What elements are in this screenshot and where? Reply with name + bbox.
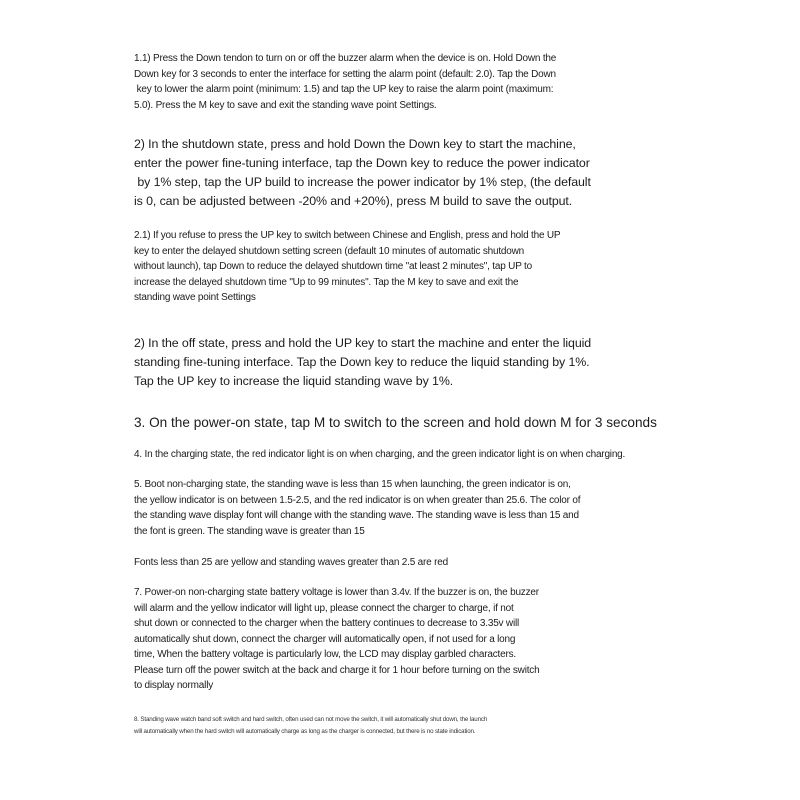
text-line: 5.0). Press the M key to save and exit the standing wave point Settings. — [134, 99, 437, 111]
text-line: 2) In the shutdown state, press and hold Down the Down key to start the machine, — [134, 137, 576, 151]
text-line: the font is green. The standing wave is greater than 15 — [134, 525, 365, 537]
text-line: 4. In the charging state, the red indicator light is on when charging, and the green indicator light is on when charging. — [134, 449, 626, 460]
text-line: will alarm and the yellow indicator will light up, please connect the charger to charge, if not — [134, 602, 514, 614]
text-line: enter the power fine-tuning interface, tap the Down key to reduce the power indicator — [134, 156, 590, 170]
text-line: 7. Power-on non-charging state battery voltage is lower than 3.4v. If the buzzer is on, the buzzer — [134, 587, 539, 598]
text-line: 2) In the off state, press and hold the UP key to start the machine and enter the liquid — [134, 336, 592, 350]
text-line: shut down or connected to the charger when the battery continues to decrease to 3.35v will — [134, 618, 520, 629]
paragraph-2-1-delayed-shutdown — [134, 228, 560, 306]
paragraph-2-liquid-standing — [134, 334, 591, 391]
paragraph-4-charging-indicator — [134, 447, 625, 463]
paragraph-8-soft-hard-switch — [134, 714, 487, 738]
paragraph-font-colors — [134, 555, 448, 571]
text-line: Tap the UP key to increase the liquid standing wave by 1%. — [134, 374, 454, 388]
text-line: without launch), tap Down to reduce the delayed shutdown time "at least 2 minutes", tap UP to — [134, 261, 532, 272]
text-line: 8. Standing wave watch band soft switch and hard switch, often used can not move the switch, it will automatically shut down, the launch — [134, 716, 488, 723]
paragraph-7-battery-voltage — [134, 585, 539, 694]
text-line: Down key for 3 seconds to enter the interface for setting the alarm point (default: 2.0). Tap the Down — [134, 68, 556, 80]
paragraph-2-power-fine-tuning — [134, 135, 591, 211]
text-line: time, When the battery voltage is particularly low, the LCD may display garbled characters. — [134, 649, 516, 660]
text-line: Please turn off the power switch at the back and charge it for 1 hour before turning on the switch — [134, 664, 540, 676]
text-line: 2.1) If you refuse to press the UP key to switch between Chinese and English, press and hold the UP — [134, 230, 561, 241]
text-line: 3. On the power-on state, tap M to switch to the screen and hold down M for 3 seconds — [134, 415, 657, 430]
text-line: the standing wave display font will change with the standing wave. The standing wave is less than 15 and — [134, 510, 579, 521]
text-line: to display normally — [134, 680, 214, 691]
text-line: standing fine-tuning interface. Tap the Down key to reduce the liquid standing by 1%. — [134, 355, 590, 369]
paragraph-3-power-on-switch — [134, 413, 657, 433]
text-line: automatically shut down, connect the charger will automatically open, if not used for a long — [134, 633, 516, 645]
text-line: key to lower the alarm point (minimum: 1.5) and tap the UP key to raise the alarm point (maximum: — [134, 84, 554, 95]
text-line: will automatically when the hard switch will automatically charge as long as the charger is connected, but there is no state indication. — [134, 728, 476, 735]
text-line: increase the delayed shutdown time "Up to 99 minutes". Tap the M key to save and exit the — [134, 276, 519, 288]
text-line: Fonts less than 25 are yellow and standing waves greater than 2.5 are red — [134, 557, 448, 568]
text-line: by 1% step, tap the UP build to increase the power indicator by 1% step, (the default — [134, 175, 591, 189]
text-line: standing wave point Settings — [134, 292, 256, 303]
text-line: 5. Boot non-charging state, the standing wave is less than 15 when launching, the green indicator is on, — [134, 479, 571, 490]
paragraph-1-1-buzzer-alarm — [134, 51, 556, 113]
text-line: key to enter the delayed shutdown setting screen (default 10 minutes of automatic shutdown — [134, 245, 525, 257]
text-line: is 0, can be adjusted between -20% and +20%), press M build to save the output. — [134, 194, 573, 208]
text-line: 1.1) Press the Down tendon to turn on or off the buzzer alarm when the device is on. Hold Down the — [134, 53, 557, 64]
text-line: the yellow indicator is on between 1.5-2.5, and the red indicator is on when greater than 25.6. The color of — [134, 494, 581, 506]
paragraph-5-standing-wave-color — [134, 477, 580, 539]
